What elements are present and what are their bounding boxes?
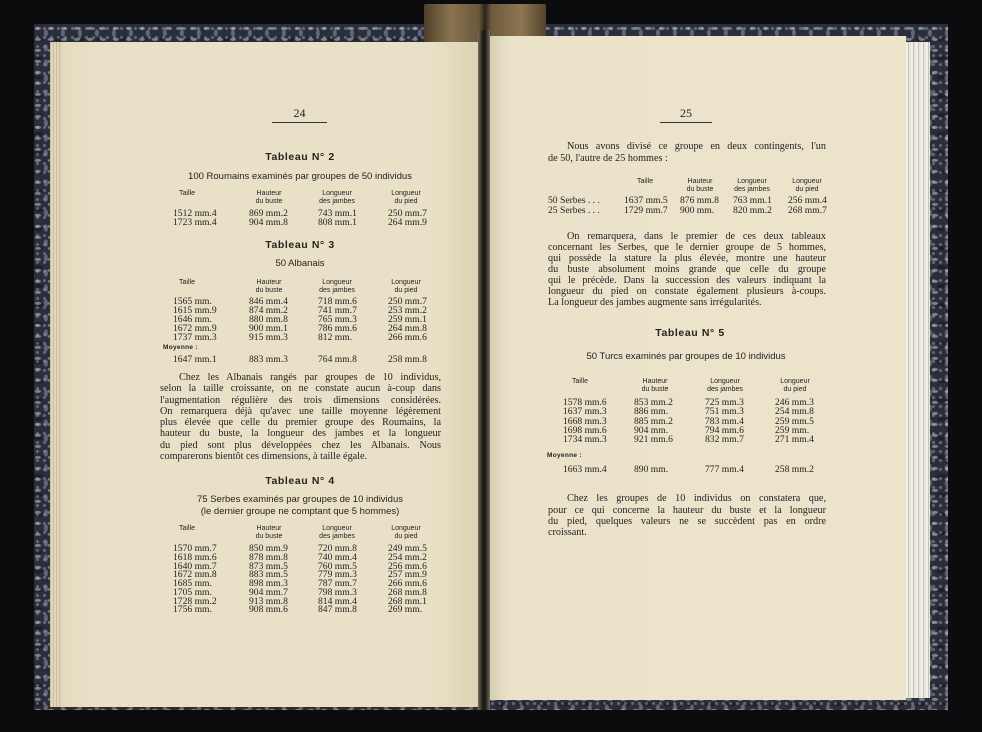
cell-longueur-pied: 266 mm.6 [388, 332, 427, 343]
cell-longueur-jambes: 808 mm.1 [318, 217, 357, 228]
cell-longueur-jambes: 718 mm.6 [318, 296, 357, 307]
cell-hauteur-buste: 876 mm.8 [680, 195, 719, 206]
tableau-5-title: Tableau N° 5 [655, 327, 725, 339]
cell-longueur-pied: 253 mm.2 [388, 305, 427, 316]
paragraph-line: pour ce qui concerne la hauteur du buste et la longueur [548, 504, 826, 516]
tableau-4-subtitle-note: (le dernier groupe ne comptant que 5 hommes) [200, 506, 400, 517]
cell-taille: 1512 mm.4 [173, 208, 217, 219]
cell-longueur-jambes: 814 mm.4 [318, 595, 357, 607]
paragraph-line: Chez les groupes de 10 individus on constatera que, [567, 493, 826, 505]
tableau-3-title: Tableau N° 3 [265, 239, 335, 251]
paragraph-line: du pied, quelques valeurs ne se succèdent pas en ordre [548, 515, 826, 527]
cell-taille: 1728 mm.2 [173, 595, 217, 607]
cell-longueur-pied: 246 mm.3 [775, 397, 814, 408]
paragraph-line: comparerons bientôt ces dimensions, à taille égale. [160, 451, 368, 463]
header-hauteur-buste: Hauteur du buste [686, 178, 714, 193]
paragraph-line: qui possède la stature la plus élevée, montre une hauteur [548, 252, 826, 264]
paragraph-line: longueur du pied on constate également plusieurs à-coups. [548, 285, 826, 297]
paragraph-line: qui le précède. Dans la succession des valeurs indiquant la [548, 274, 826, 286]
cell-longueur-pied: 264 mm.9 [388, 217, 427, 228]
cell-longueur-jambes: 725 mm.3 [705, 397, 744, 408]
serbes-paragraph [548, 231, 826, 308]
cell-hauteur-buste: 883 mm.3 [249, 354, 288, 365]
cell-hauteur-buste: 878 mm.8 [249, 551, 288, 563]
cell-taille: 1578 mm.6 [563, 397, 607, 408]
header-longueur-jambes: Longueur des jambes [707, 378, 743, 393]
cell-taille: 1637 mm.3 [563, 406, 607, 418]
cell-longueur-pied: 268 mm.1 [388, 595, 427, 607]
cell-taille: 1640 mm.7 [173, 560, 217, 572]
cell-longueur-pied: 250 mm.7 [388, 296, 427, 307]
cell-longueur-jambes: 787 mm.7 [318, 578, 357, 589]
header-longueur-pied: Longueur du pied [391, 190, 421, 205]
right-page [488, 36, 906, 700]
paragraph-line: Nous avons divisé ce groupe en deux contingents, l'un [567, 140, 826, 152]
cell-taille: 1672 mm.8 [173, 569, 217, 581]
cell-hauteur-buste: 846 mm.4 [249, 296, 288, 307]
cell-longueur-pied: 271 mm.4 [775, 434, 814, 445]
cell-longueur-pied: 259 mm. [775, 424, 810, 436]
paragraph-line: On remarquera déjà qu'avec une taille moyenne légèrement [160, 405, 441, 417]
paragraph-line: On remarquera, dans le premier de ces deux tableaux [567, 230, 826, 242]
page-number: 25 [660, 106, 712, 123]
cell-longueur-pied: 268 mm.8 [388, 586, 427, 598]
cell-longueur-pied: 266 mm.6 [388, 578, 427, 589]
book-gutter [478, 30, 490, 710]
cell-hauteur-buste: 904 mm.8 [249, 217, 288, 228]
cell-longueur-jambes: 779 mm.3 [318, 569, 357, 581]
cell-taille: 1668 mm.3 [563, 415, 607, 427]
cell-longueur-jambes: 832 mm.7 [705, 434, 744, 445]
cell-taille: 1734 mm.3 [563, 434, 607, 445]
cell-taille: 1570 mm.7 [173, 543, 217, 554]
cell-longueur-jambes: 743 mm.1 [318, 208, 357, 219]
cell-longueur-pied: 259 mm.5 [775, 415, 814, 427]
albanais-paragraph [160, 372, 441, 462]
header-hauteur-buste: Hauteur du buste [255, 525, 283, 540]
cell-longueur-jambes: 820 mm.2 [733, 205, 772, 216]
cell-taille: 1565 mm. [173, 296, 212, 307]
cell-longueur-jambes: 812 mm. [318, 332, 353, 343]
cell-taille: 1729 mm.7 [624, 205, 668, 216]
moyenne-row [488, 465, 906, 475]
cell-hauteur-buste: 850 mm.9 [249, 543, 288, 554]
header-longueur-pied: Longueur du pied [391, 525, 421, 540]
cell-longueur-pied: 256 mm.6 [388, 560, 427, 572]
header-taille: Taille [179, 190, 195, 197]
page-stack-right [906, 42, 930, 698]
cell-longueur-jambes: 760 mm.5 [318, 560, 357, 572]
cell-longueur-jambes: 763 mm.1 [733, 195, 772, 206]
tableau-2-title: Tableau N° 2 [265, 151, 335, 163]
paragraph-line: l'augmentation régulière des trois dimensions considérées. [160, 394, 441, 406]
cell-longueur-jambes: 786 mm.6 [318, 323, 357, 334]
paragraph-line: concernant les Serbes, que le dernier groupe de 5 hommes, [548, 241, 826, 253]
table-row [488, 206, 906, 216]
header-longueur-pied: Longueur du pied [391, 279, 421, 294]
cell-taille: 1615 mm.9 [173, 305, 217, 316]
paragraph-line: La longueur des jambes augmente sans irrégularités. [548, 296, 762, 308]
tableau-3-subtitle: 50 Albanais [275, 258, 325, 269]
cell-hauteur-buste: 873 mm.5 [249, 560, 288, 572]
cell-hauteur-buste: 898 mm.3 [249, 578, 288, 589]
paragraph-line: hauteur du buste, la longueur des jambes et la longueur [160, 428, 441, 440]
paragraph-line: de 50, l'autre de 25 hommes : [548, 153, 668, 165]
cell-hauteur-buste: 921 mm.6 [634, 434, 673, 445]
tableau-4-subtitle: 75 Serbes examinés par groupes de 10 individus [197, 494, 403, 505]
cell-longueur-jambes: 751 mm.3 [705, 406, 744, 418]
cell-hauteur-buste: 874 mm.2 [249, 305, 288, 316]
cell-taille: 1646 mm. [173, 314, 212, 325]
cell-longueur-jambes: 764 mm.8 [318, 354, 357, 365]
paragraph-line: croissant. [548, 527, 587, 539]
cell-longueur-pied: 258 mm.2 [775, 464, 814, 475]
cell-taille: 1672 mm.9 [173, 323, 217, 334]
tableau-2-subtitle: 100 Roumains examinés par groupes de 50 individus [188, 171, 412, 182]
table-row [62, 218, 479, 228]
cell-taille: 1737 mm.3 [173, 332, 217, 343]
cell-taille: 1723 mm.4 [173, 217, 217, 228]
header-longueur-jambes: Longueur des jambes [319, 190, 355, 205]
moyenne-label: Moyenne : [547, 452, 582, 459]
cell-hauteur-buste: 890 mm. [634, 464, 669, 475]
cell-taille: 1647 mm.1 [173, 354, 217, 365]
cell-longueur-jambes: 720 mm.8 [318, 543, 357, 554]
cell-hauteur-buste: 913 mm.8 [249, 595, 288, 607]
table-row [62, 333, 479, 343]
paragraph-line: du pied sont plus développées chez les Albanais. Nous [160, 439, 441, 451]
cell-longueur-jambes: 740 mm.4 [318, 551, 357, 563]
header-longueur-pied: Longueur du pied [792, 178, 822, 193]
header-longueur-pied: Longueur du pied [780, 378, 810, 393]
cell-hauteur-buste: 904 mm.7 [249, 586, 288, 598]
cell-longueur-jambes: 798 mm.3 [318, 586, 357, 598]
cell-hauteur-buste: 853 mm.2 [634, 397, 673, 408]
header-longueur-jambes: Longueur des jambes [734, 178, 770, 193]
paragraph-line: Chez les Albanais rangés par groupes de 10 individus, [179, 372, 441, 383]
cell-longueur-pied: 254 mm.2 [388, 551, 427, 563]
table-row [488, 435, 906, 445]
header-taille: Taille [572, 378, 588, 385]
cell-hauteur-buste: 886 mm. [634, 406, 669, 418]
cell-hauteur-buste: 904 mm. [634, 424, 669, 436]
intro-paragraph [548, 141, 826, 166]
cell-longueur-pied: 256 mm.4 [788, 195, 827, 206]
cell-taille: 1637 mm.5 [624, 195, 668, 206]
cell-hauteur-buste: 880 mm.8 [249, 314, 288, 325]
paragraph-line: selon la taille croissante, on ne constate aucun à-coup dans [160, 383, 441, 395]
cell-longueur-pied: 257 mm.9 [388, 569, 427, 581]
cell-longueur-pied: 258 mm.8 [388, 354, 427, 365]
cell-groupe: 50 Serbes . . . [548, 195, 600, 206]
header-taille: Taille [179, 525, 195, 532]
cell-hauteur-buste: 883 mm.5 [249, 569, 288, 581]
cell-taille: 1618 mm.6 [173, 551, 217, 563]
paragraph-line: du buste absolument moins grande que celle du groupe [548, 263, 826, 275]
moyenne-row [62, 355, 479, 365]
cell-taille: 1756 mm. [173, 604, 212, 616]
moyenne-label: Moyenne : [163, 344, 198, 351]
cell-longueur-jambes: 783 mm.4 [705, 415, 744, 427]
cell-hauteur-buste: 869 mm.2 [249, 208, 288, 219]
cell-taille: 1663 mm.4 [563, 464, 607, 475]
left-page [62, 42, 479, 707]
cell-longueur-jambes: 741 mm.7 [318, 305, 357, 316]
header-taille: Taille [179, 279, 195, 286]
header-longueur-jambes: Longueur des jambes [319, 525, 355, 540]
cell-hauteur-buste: 900 mm.1 [249, 323, 288, 334]
cell-longueur-jambes: 794 mm.6 [705, 424, 744, 436]
tableau-4-title: Tableau N° 4 [265, 475, 335, 487]
tableau-5-subtitle: 50 Turcs examinés par groupes de 10 individus [586, 351, 786, 362]
cell-taille: 1698 mm.6 [563, 424, 607, 436]
cell-longueur-pied: 259 mm.1 [388, 314, 427, 325]
header-hauteur-buste: Hauteur du buste [255, 279, 283, 294]
header-hauteur-buste: Hauteur du buste [255, 190, 283, 205]
cell-longueur-pied: 268 mm.7 [788, 205, 827, 216]
table-row [62, 605, 479, 615]
cell-groupe: 25 Serbes . . . [548, 205, 600, 216]
cell-hauteur-buste: 915 mm.3 [249, 332, 288, 343]
paragraph-line: plus élevée que celle du premier groupe des Roumains, la [160, 417, 441, 429]
cell-longueur-pied: 264 mm.8 [388, 323, 427, 334]
cell-longueur-jambes: 777 mm.4 [705, 464, 744, 475]
cell-longueur-pied: 269 mm. [388, 604, 423, 616]
cell-longueur-jambes: 765 mm.3 [318, 314, 357, 325]
cell-longueur-jambes: 847 mm.8 [318, 604, 357, 616]
cell-longueur-pied: 254 mm.8 [775, 406, 814, 418]
cell-longueur-pied: 250 mm.7 [388, 208, 427, 219]
header-taille: Taille [637, 178, 653, 185]
header-hauteur-buste: Hauteur du buste [641, 378, 669, 393]
cell-hauteur-buste: 900 mm. [680, 205, 715, 216]
cell-longueur-pied: 249 mm.5 [388, 543, 427, 554]
header-longueur-jambes: Longueur des jambes [319, 279, 355, 294]
cell-taille: 1685 mm. [173, 578, 212, 589]
cell-taille: 1705 mm. [173, 586, 212, 598]
closing-paragraph [548, 493, 826, 538]
cell-hauteur-buste: 908 mm.6 [249, 604, 288, 616]
cell-hauteur-buste: 885 mm.2 [634, 415, 673, 427]
page-number: 24 [272, 106, 327, 123]
